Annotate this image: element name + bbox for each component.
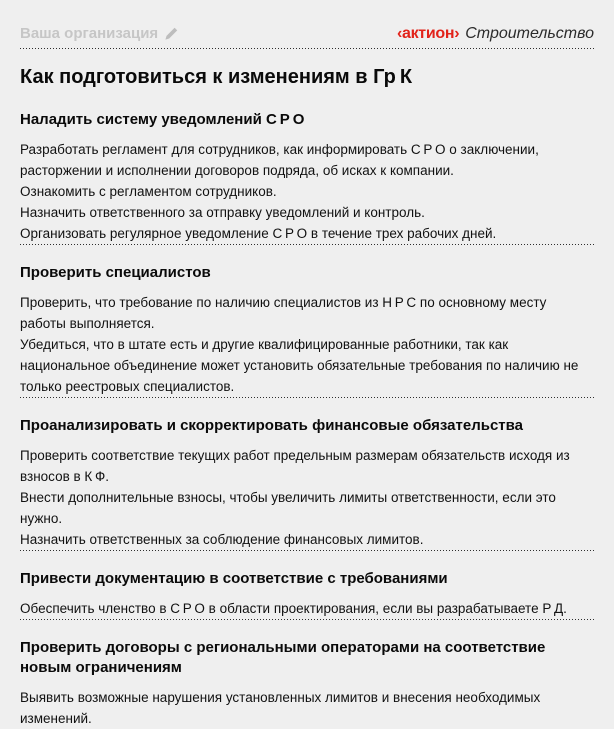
section-heading: Проанализировать и скорректировать финансовые обязательства bbox=[20, 417, 524, 434]
body-line: Ознакомить с регламентом сотрудников. bbox=[20, 184, 277, 199]
body-line: Внести дополнительные взносы, чтобы увеличить лимиты ответственности, если это нужно. bbox=[20, 490, 556, 526]
header-divider bbox=[20, 48, 594, 49]
org-name-button[interactable] bbox=[20, 24, 178, 44]
body-line: Обеспечить членство в С Р О в области проектирования, если вы разрабатываете Р Д. bbox=[20, 601, 567, 616]
section-heading: Проверить договоры с региональными операторами на соответствие новым ограничениям bbox=[20, 639, 546, 676]
section-divider bbox=[20, 619, 594, 620]
section-sro-notifications bbox=[20, 110, 594, 244]
body-line: Убедиться, что в штате есть и другие квалифицированные работники, так как национальное объединение может установить обязательные требования по наличию не только реестровых специалистов. bbox=[20, 337, 579, 394]
page-title: Как подготовиться к изменениям в Гр К bbox=[20, 66, 413, 88]
body-line: Выявить возможные нарушения установленных лимитов и внесения необходимых изменений. bbox=[20, 690, 541, 726]
body-line: Проверить соответствие текущих работ предельным размерам обязательств исходя из взносов в К Ф. bbox=[20, 448, 570, 484]
body-line: Назначить ответственного за отправку уведомлений и контроль. bbox=[20, 205, 425, 220]
org-name-label: Ваша организация bbox=[20, 25, 159, 42]
section-divider bbox=[20, 550, 594, 551]
section-divider bbox=[20, 397, 594, 398]
section-body bbox=[20, 598, 594, 619]
brand-logo[interactable] bbox=[397, 24, 594, 44]
section-financial-obligations bbox=[20, 416, 594, 550]
body-line: Разработать регламент для сотрудников, как информировать С Р О о заключении, расторжении и исполнении договоров подряда, об исках к компании. bbox=[20, 142, 539, 178]
section-body bbox=[20, 445, 594, 550]
brand-suffix-label: Строительство bbox=[465, 25, 594, 42]
section-body bbox=[20, 139, 594, 244]
section-heading: Проверить специалистов bbox=[20, 264, 211, 281]
body-line: Назначить ответственных за соблюдение финансовых лимитов. bbox=[20, 532, 424, 547]
section-divider bbox=[20, 244, 594, 245]
body-line: Организовать регулярное уведомление С Р О в течение трех рабочих дней. bbox=[20, 226, 497, 241]
section-specialists bbox=[20, 263, 594, 397]
section-body bbox=[20, 687, 594, 729]
aktion-logo-text: ‹актион› bbox=[396, 25, 460, 42]
section-regional-operators bbox=[20, 638, 594, 729]
section-heading: Привести документацию в соответствие с требованиями bbox=[20, 570, 448, 587]
body-line: Проверить, что требование по наличию специалистов из Н Р С по основному месту работы выполняется. bbox=[20, 295, 547, 331]
section-body bbox=[20, 292, 594, 397]
section-documentation bbox=[20, 569, 594, 619]
page-header bbox=[20, 24, 594, 44]
section-heading: Наладить систему уведомлений С Р О bbox=[20, 111, 305, 128]
edit-pencil-icon bbox=[164, 27, 178, 41]
